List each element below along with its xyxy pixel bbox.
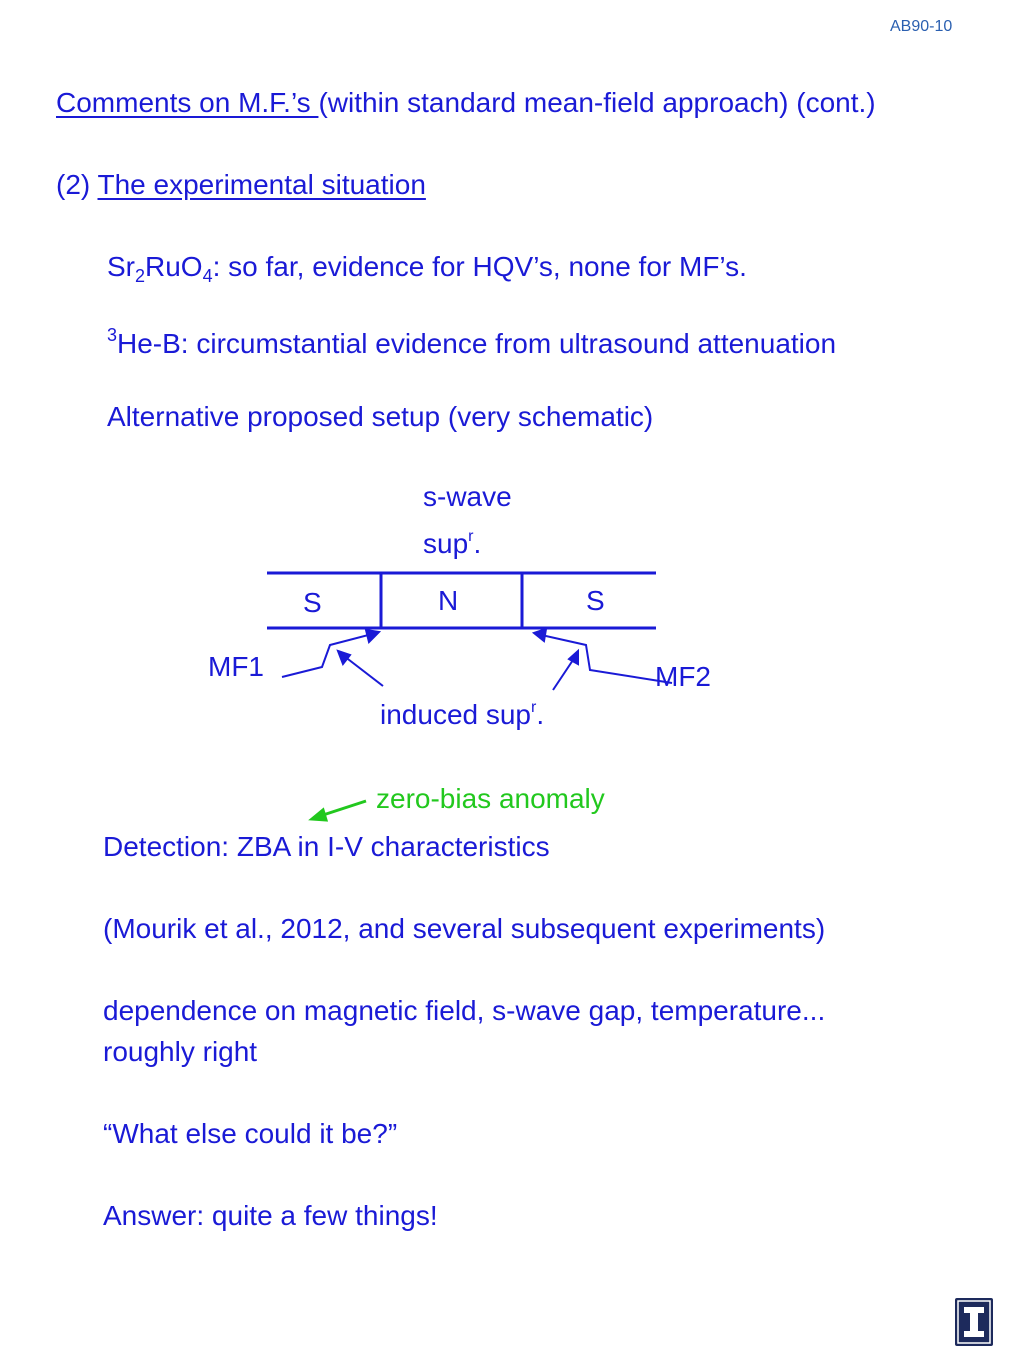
- sr-mid: RuO: [145, 251, 203, 282]
- region-left-s: S: [303, 587, 322, 618]
- zero-bias-anomaly-label: zero-bias anomaly: [376, 783, 605, 814]
- mf1-pointer-arrowhead: [366, 630, 379, 642]
- what-else-line: “What else could it be?”: [103, 1118, 398, 1149]
- swave-label-line1: s-wave: [423, 481, 512, 512]
- induced-arrow-right: [553, 657, 575, 690]
- region-middle-n: N: [438, 585, 459, 616]
- slide-id: AB90-10: [890, 18, 953, 35]
- sr-rest: : so far, evidence for HQV’s, none for MF’s.: [212, 251, 747, 282]
- zba-arrowhead: [312, 810, 326, 820]
- sr-prefix: Sr: [107, 251, 135, 282]
- induced-arrow-right-head: [569, 651, 578, 664]
- mourik-line: (Mourik et al., 2012, and several subsequent experiments): [103, 913, 826, 944]
- section-title: The experimental situation: [97, 169, 426, 200]
- induced-dot: .: [536, 699, 545, 730]
- induced-arrow-left-head: [338, 651, 350, 664]
- swave-sup-text: sup: [423, 528, 469, 559]
- dependence-line: dependence on magnetic field, s-wave gap, temperature...: [103, 995, 826, 1026]
- detection-line: Detection: ZBA in I-V characteristics: [103, 831, 550, 862]
- he-superscript: 3: [107, 325, 118, 345]
- university-block-i-logo-icon: [955, 1298, 993, 1346]
- title-underlined: Comments on M.F.’s: [56, 87, 319, 118]
- mf2-pointer-line: [537, 634, 672, 683]
- mf2-label: MF2: [655, 661, 711, 692]
- he-rest: He-B: circumstantial evidence from ultrasound attenuation: [117, 328, 837, 359]
- alternative-setup-line: Alternative proposed setup (very schematic): [107, 401, 654, 432]
- swave-dot: .: [473, 528, 482, 559]
- swave-sup-r: r: [468, 528, 474, 545]
- sr-subscript-4: 4: [202, 266, 213, 286]
- title-rest: (within standard mean-field approach) (cont.): [318, 87, 876, 118]
- induced-arrow-left: [344, 656, 383, 686]
- induced-text: induced sup: [380, 699, 532, 730]
- mf1-label: MF1: [208, 651, 264, 682]
- region-right-s: S: [586, 585, 605, 616]
- roughly-right-line: roughly right: [103, 1036, 258, 1067]
- induced-sup-r: r: [531, 699, 537, 716]
- section-number: (2): [56, 169, 98, 200]
- mf2-pointer-arrowhead: [534, 629, 546, 641]
- sr-subscript-2: 2: [135, 266, 146, 286]
- block-i-glyph-icon: [955, 1298, 993, 1346]
- zba-arrow-line: [320, 801, 366, 816]
- answer-line: Answer: quite a few things!: [103, 1200, 438, 1231]
